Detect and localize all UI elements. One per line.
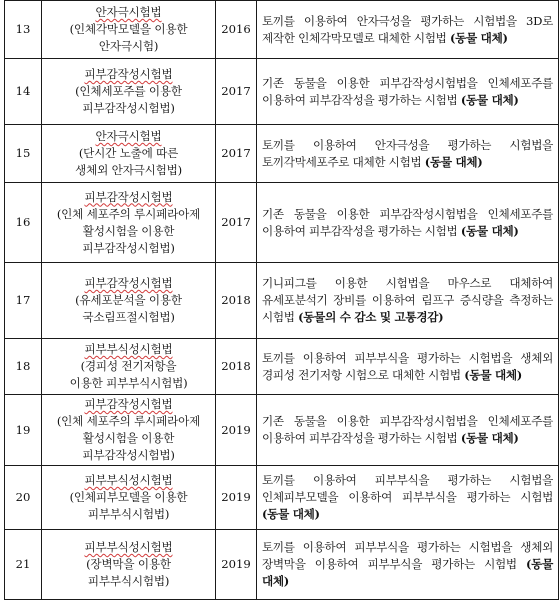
animal-note: (동물 대체) xyxy=(460,223,519,238)
method-detail-line: 이용한 피부부식시험법) xyxy=(69,376,188,390)
adoption-year: 2016 xyxy=(216,1,257,59)
method-description: 토끼를 이용하여 피부부식을 평가하는 시험법을 생체외 장벽막을 이용하여 피부부식을 평가하는 시험법 xyxy=(262,540,553,571)
method-description: 기존 동물을 이용한 피부감작성시험법을 인체세포주를 이용하여 피부감작성을 평가하는 시험법 xyxy=(262,75,553,107)
row-number: 13 xyxy=(5,1,42,59)
animal-note: (동물 대체) xyxy=(424,154,483,169)
table-row xyxy=(5,125,559,183)
row-number: 17 xyxy=(5,263,42,339)
table-row xyxy=(5,263,559,339)
method-detail-line: 안자극시험) xyxy=(98,39,159,53)
row-number: 18 xyxy=(5,339,42,395)
method-title: 피부감작성시험법 xyxy=(84,276,173,290)
table-row xyxy=(5,395,559,466)
test-method-name xyxy=(42,339,216,395)
animal-note: (동물의 수 감소 및 고통경감) xyxy=(298,310,444,324)
row-number: 14 xyxy=(5,59,42,125)
method-detail-line: 피부감작성시험법) xyxy=(82,448,175,462)
method-detail-line: 활성시험을 이용한 xyxy=(82,223,175,238)
method-description: 토끼를 이용하여 안자극성을 평가하는 시험법을 3D로 제작한 인체각막모델로 대체한 시험법 xyxy=(262,13,553,45)
adoption-year: 2017 xyxy=(216,59,257,125)
method-detail-line: 피부감작성시험법) xyxy=(82,240,175,255)
method-description: 토끼를 이용하여 안자극성을 평가하는 시험법을 토끼각막세포주로 대체한 시험법 xyxy=(262,137,553,169)
method-title: 안자극시험법 xyxy=(95,129,162,143)
method-detail-line: 피부부식시험법) xyxy=(87,574,170,588)
row-number: 19 xyxy=(5,395,42,466)
adoption-year: 2019 xyxy=(216,466,257,530)
method-detail-line: 국소림프절시험법) xyxy=(82,310,175,324)
table-row xyxy=(5,183,559,263)
method-description-cell xyxy=(257,263,559,339)
method-detail-line: (인체각막모델을 이용한 xyxy=(69,22,188,36)
adoption-year: 2017 xyxy=(216,183,257,263)
animal-note: (동물 대체) xyxy=(460,92,519,107)
animal-note: (동물 대체) xyxy=(464,367,522,382)
animal-note: (동물 대체) xyxy=(262,557,553,588)
table-row xyxy=(5,466,559,530)
animal-note: (동물 대체) xyxy=(262,507,320,521)
table-row xyxy=(5,59,559,125)
method-title: 피부감작성시험법 xyxy=(84,397,173,411)
table-row xyxy=(5,530,559,600)
method-detail-line: (단시간 노출에 따른 xyxy=(78,146,179,160)
method-description: 기존 동물을 이용한 피부감작성시험법을 인체세포주를 이용하여 피부감작성을 평가하는 시험법 xyxy=(262,206,553,238)
test-method-name xyxy=(42,530,216,600)
test-method-name xyxy=(42,466,216,530)
method-title: 안자극시험법 xyxy=(95,5,162,19)
method-description-cell xyxy=(257,466,559,530)
method-detail-line: 생체외 안자극시험법) xyxy=(75,163,182,177)
animal-note: (동물 대체) xyxy=(460,431,519,445)
method-description-cell xyxy=(257,183,559,263)
row-number: 15 xyxy=(5,125,42,183)
method-title: 피부부식성시험법 xyxy=(84,540,173,554)
method-description: 토끼를 이용하여 피부부식을 평가하는 시험법을 인체피부모델을 이용하여 피부부식을 평가하는 시험법 xyxy=(262,473,553,504)
test-method-table xyxy=(4,0,559,600)
method-description-cell xyxy=(257,530,559,600)
test-method-name xyxy=(42,183,216,263)
row-number: 21 xyxy=(5,530,42,600)
method-title: 피부부식성시험법 xyxy=(84,342,173,356)
adoption-year: 2019 xyxy=(216,530,257,600)
row-number: 20 xyxy=(5,466,42,530)
test-method-name xyxy=(42,125,216,183)
method-detail-line: (인체 세포주의 루시페라아제 xyxy=(56,206,201,221)
method-detail-line: (장벽막을 이용한 xyxy=(86,557,171,571)
table-row xyxy=(5,339,559,395)
method-detail-line: (인체 세포주의 루시페라아제 xyxy=(56,414,201,428)
animal-note: (동물 대체) xyxy=(449,30,508,45)
method-title: 피부감작성시험법 xyxy=(84,67,173,81)
method-detail-line: (유세포분석을 이용한 xyxy=(75,293,182,307)
test-method-name xyxy=(42,263,216,339)
method-description-cell xyxy=(257,125,559,183)
table-body xyxy=(5,1,559,600)
method-description-cell xyxy=(257,339,559,395)
row-number: 16 xyxy=(5,183,42,263)
adoption-year: 2019 xyxy=(216,395,257,466)
adoption-year: 2018 xyxy=(216,339,257,395)
method-description-cell xyxy=(257,395,559,466)
method-detail-line: 피부부식시험법) xyxy=(87,507,170,521)
method-detail-line: (경피성 전기저항을 xyxy=(80,359,177,373)
adoption-year: 2018 xyxy=(216,263,257,339)
method-description-cell xyxy=(257,59,559,125)
method-detail-line: 활성시험을 이용한 xyxy=(82,431,175,445)
method-detail-line: 피부감작성시험법) xyxy=(82,101,175,115)
test-method-name xyxy=(42,1,216,59)
adoption-year: 2017 xyxy=(216,125,257,183)
method-detail-line: (인체세포주를 이용한 xyxy=(75,84,182,98)
method-title: 피부감작성시험법 xyxy=(84,189,173,204)
method-description: 기니피그를 이용한 시험법을 마우스로 대체하여 유세포분석기 장비를 이용하여 림프구 증식량을 측정하는 시험법 xyxy=(262,276,553,324)
method-description: 기존 동물을 이용한 피부감작성시험법을 인체세포주를 이용하여 피부감작성을 평가하는 시험법 xyxy=(262,414,553,445)
method-description-cell xyxy=(257,1,559,59)
test-method-name xyxy=(42,59,216,125)
test-method-name xyxy=(42,395,216,466)
method-description: 토끼를 이용하여 피부부식을 평가하는 시험법을 생체외 경피성 전기저항 시험으로 대체한 시험법 xyxy=(262,350,553,382)
method-title: 피부부식성시험법 xyxy=(84,473,173,487)
table-row xyxy=(5,1,559,59)
method-detail-line: (인체피부모델을 이용한 xyxy=(69,490,188,504)
